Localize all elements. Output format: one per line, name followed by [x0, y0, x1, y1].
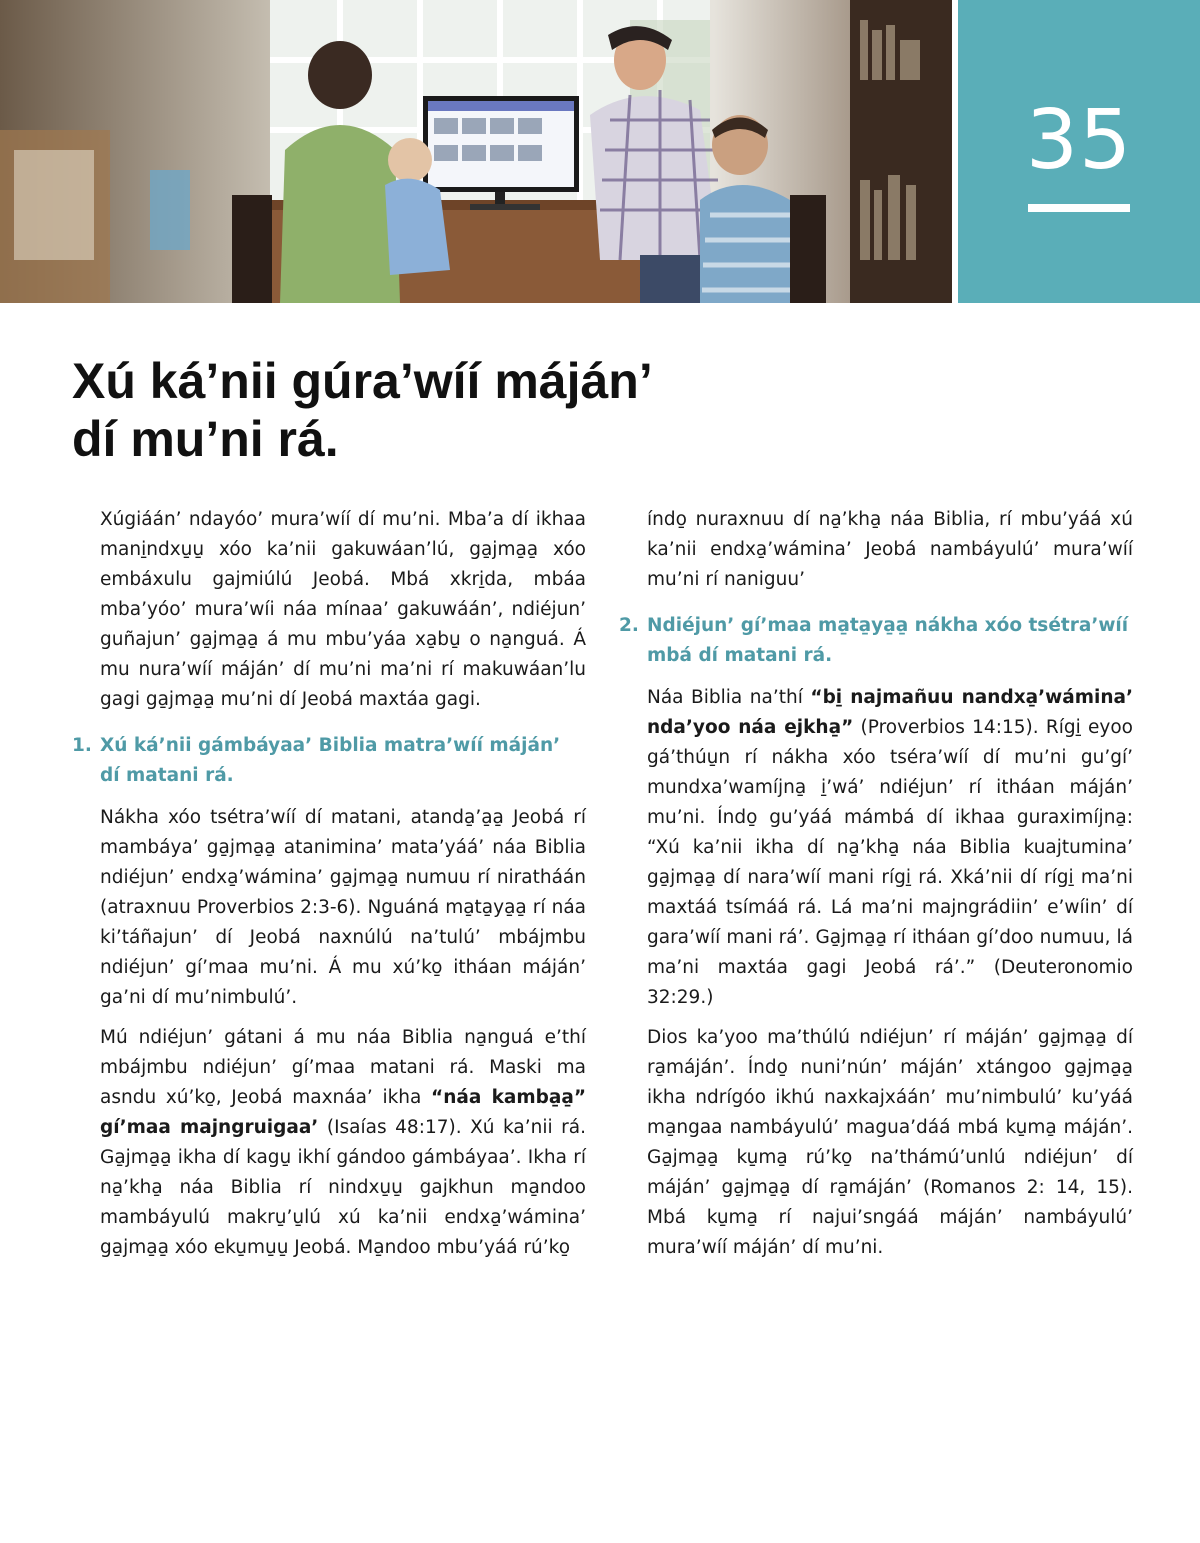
- section-1-paragraph-2: [100, 1023, 586, 1263]
- section-1-heading: [72, 731, 586, 791]
- section-1-paragraph-1: Nákha xóo tsétra’wíí dí matani, atanda̱’a̱a̱ Jeobá rí mambáya’ ga̱jma̱a̱ atanimina’ mata’yáá’ náa Biblia ndiéjun’ endxa̱’wámina’ ga̱jma̱a̱ numuu rí niratháán (atraxnuu Proverbios 2:3-6). Nguáná ma̱ta̱ya̱a̱ rí náa ki’táñajun’ dí Jeobá naxnúlú na’tulú’ mbájmbu ndiéjun’ gí’maa mu’ni. Á mu xú’ko̱ itháan máján’ ga’ni dí mu’nimbulú’.: [100, 807, 586, 1008]
- right-column: [619, 505, 1134, 1273]
- section-2-bold-quote: “bi̱ najmañuu nandxa̱’wámina’ nda’yoo náa ejkha̱”: [647, 687, 1134, 738]
- section-2-paragraph-1-text-a: Náa Biblia na’thí: [647, 687, 811, 708]
- section-1-heading-text: Xú ká’nii gámbáyaa’ Biblia matra’wíí máján’ dí matani rá.: [100, 735, 561, 786]
- section-1-bold-quote: “náa kamba̱a̱” gí’maa majngruigaa’: [100, 1087, 587, 1138]
- title-line-2: dí mu’ni rá.: [72, 411, 339, 467]
- section-2-heading-text: Ndiéjun’ gí’maa ma̱ta̱ya̱a̱ nákha xóo tsétra’wíí mbá dí matani rá.: [647, 615, 1129, 666]
- section-1-number: 1.: [72, 735, 92, 756]
- section-2-paragraph-1: [647, 683, 1133, 1013]
- intro-paragraph: Xúgiáán’ ndayóo’ mura’wíí dí mu’ni. Mba’a dí ikhaa mani̱ndxu̱u̱ xóo ka’nii gakuwáan’lú, ga̱jma̱a̱ xóo embáxulu gajmiúlú Jeobá. Mbá xkri̱da, mbáa mba’yóo’ mura’wíi náa mínaa’ gakuwáán’, ndiéjun’ guñajun’ ga̱jma̱a̱ á mu mbu’yáa xa̱bu̱ o na̱nguá. Á mu nura’wíí máján’ dí mu’ni ma’ni rí makuwáan’lu gagi ga̱jma̱a̱ mu’ni dí Jeobá maxtáa gagi.: [100, 509, 586, 710]
- section-2-paragraph-2: Dios ka’yoo ma’thúlú ndiéjun’ rí máján’ ga̱jma̱a̱ dí ra̱máján’. Índo̱ nuni’nún’ máján’ xtángoo ga̱jma̱a̱ ikha ndrígóo ikhú naxkajxáán’ mu’nimbulú’ ku’yáá ma̱ngaa nambáyulú’ magua’dáá mbá ku̱ma̱ máján’. Ga̱jma̱a̱ ku̱ma̱ rú’ko̱ na’thámú’unlú ndiéjun’ dí máján’ ga̱jma̱a̱ dí ra̱máján’ (Romanos 2: 14, 15). Mbá ku̱ma̱ rí najui’sngáá máján’ nambáyulú’ mura’wíí máján’ dí mu’ni.: [647, 1027, 1133, 1258]
- section-1-paragraph-2-continued: índo̱ nuraxnuu dí na̱’kha̱ náa Biblia, rí mbu’yáá xú ka’nii endxa̱’wámina’ Jeobá nambáyulú’ mura’wíí mu’ni rí naniguu’: [647, 509, 1133, 590]
- section-1-paragraph-2-text-a: Mú ndiéjun’ gátani á mu náa Biblia na̱nguá e’thí mbájmbu ndiéjun’ gí’maa matani rá. Maski ma asndu xú’ko̱, Jeobá maxnáa’ ikha: [100, 1027, 586, 1108]
- page-title: [72, 352, 772, 468]
- section-2-number: 2.: [619, 615, 639, 636]
- title-line-1: Xú ká’nii gúra’wíí máján’: [72, 353, 653, 409]
- section-1-paragraph-2-text-b: (Isaías 48:17). Xú ka’nii rá. Ga̱jma̱a̱ ikha dí kagu̱ ikhí gándoo gámbáyaa’. Ikha rí na̱’kha̱ náa Biblia rí nindxu̱u̱ gajkhun ma̱ndoo mambáyulú makru̱’u̱lú xú ka’nii endxa̱’wámina’ ga̱jma̱a̱ xóo eku̱mu̱u̱ Jeobá. Ma̱ndoo mbu’yáá rú’ko̱: [100, 1117, 586, 1258]
- lesson-number-box: [958, 0, 1200, 303]
- hero-photo: [0, 0, 952, 303]
- family-computer-illustration: [0, 0, 952, 303]
- section-2-paragraph-1-text-b: (Proverbios 14:15). Rígi̱ eyoo gá’thúu̱n rí nákha xóo tséra’wíí dí mu’ni gu’gí’ mundxa’wamíjna̱ i̱’wá’ ndiéjun’ rí itháan máján’ mu’ni. Índo̱ gu’yáá mámbá dí ikhaa guraximíjna̱: “Xú ka’nii ikha dí na̱’kha̱ náa Biblia kuajtumina’ ga̱jma̱a̱ dí nara’wíí mani rígi̱ rá. Xká’nii dí rígi̱ ma’ni maxtáá tsímáá rá. Lá ma’ni majngrádiin’ e’wíin’ dí gara’wíí mani rá’. Ga̱jma̱a̱ rí itháan gí’doo numuu, lá ma’ni maxtáa gagi Jeobá rá’.” (Deuteronomio 32:29.): [647, 717, 1133, 1008]
- lesson-number-underline: [1028, 204, 1130, 212]
- section-2-heading: [619, 611, 1133, 671]
- left-column: [72, 505, 587, 1273]
- lesson-number: 35: [1025, 93, 1133, 188]
